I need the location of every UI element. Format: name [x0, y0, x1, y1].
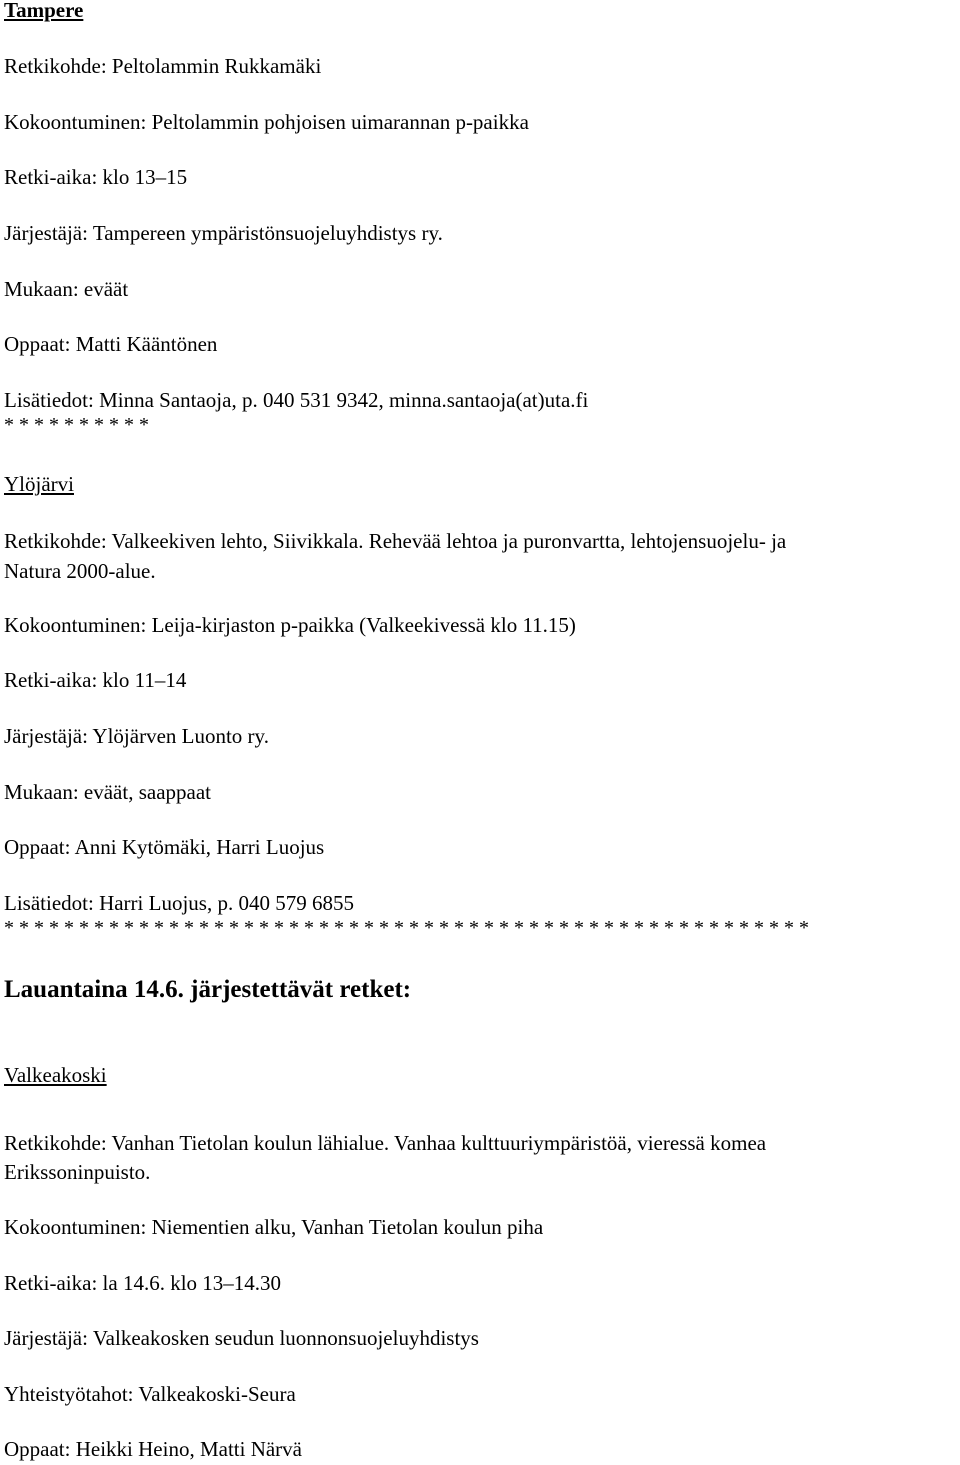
tampere-oppaat: Oppaat: Matti Kääntönen	[4, 332, 218, 356]
ylojarvi-kokoontuminen: Kokoontuminen: Leija-kirjaston p-paikka (Valkeekivessä klo 11.15)	[4, 613, 576, 637]
valkeakoski-retki-aika: Retki-aika: la 14.6. klo 13–14.30	[4, 1271, 282, 1295]
valkeakoski-oppaat: Oppaat: Heikki Heino, Matti Närvä	[4, 1437, 302, 1461]
ylojarvi-oppaat: Oppaat: Anni Kytömäki, Harri Luojus	[4, 835, 325, 859]
tampere-kokoontuminen: Kokoontuminen: Peltolammin pohjoisen uimarannan p-paikka	[4, 110, 529, 134]
separator-long: * * * * * * * * * * * * * * * * * * * * * * * * * * * * * * * * * * * * * * * * * * * * * * * * * * * * * *	[4, 917, 809, 939]
valkeakoski-retkikohde-line1: Retkikohde: Vanhan Tietolan koulun lähialue. Vanhaa kulttuuriympäristöä, vieressä komea	[4, 1131, 767, 1155]
ylojarvi-mukaan: Mukaan: eväät, saappaat	[4, 780, 211, 804]
tampere-mukaan: Mukaan: eväät	[4, 277, 129, 301]
tampere-retki-aika: Retki-aika: klo 13–15	[4, 165, 188, 189]
ylojarvi-retki-aika: Retki-aika: klo 11–14	[4, 668, 187, 692]
ylojarvi-jarjestaja: Järjestäjä: Ylöjärven Luonto ry.	[4, 724, 269, 748]
city-heading-ylojarvi: Ylöjärvi	[4, 472, 74, 496]
separator-short: * * * * * * * * * *	[4, 414, 149, 436]
valkeakoski-yhteistyotahot: Yhteistyötahot: Valkeakoski-Seura	[4, 1382, 296, 1406]
tampere-jarjestaja: Järjestäjä: Tampereen ympäristönsuojeluyhdistys ry.	[4, 221, 443, 245]
ylojarvi-retkikohde-line1: Retkikohde: Valkeekiven lehto, Siivikkala. Rehevää lehtoa ja puronvartta, lehtojensuojelu- ja	[4, 529, 787, 553]
ylojarvi-lisatiedot: Lisätiedot: Harri Luojus, p. 040 579 6855	[4, 891, 354, 915]
tampere-lisatiedot: Lisätiedot: Minna Santaoja, p. 040 531 9342, minna.santaoja(at)uta.fi	[4, 388, 589, 412]
city-heading-tampere: Tampere	[4, 0, 84, 22]
valkeakoski-retkikohde-line2: Erikssoninpuisto.	[4, 1160, 151, 1184]
valkeakoski-kokoontuminen: Kokoontuminen: Niementien alku, Vanhan Tietolan koulun piha	[4, 1215, 544, 1239]
section-title: Lauantaina 14.6. järjestettävät retket:	[4, 976, 412, 1003]
valkeakoski-jarjestaja: Järjestäjä: Valkeakosken seudun luonnonsuojeluyhdistys	[4, 1326, 479, 1350]
ylojarvi-retkikohde-line2: Natura 2000-alue.	[4, 559, 156, 583]
tampere-retkikohde: Retkikohde: Peltolammin Rukkamäki	[4, 54, 322, 78]
city-heading-valkeakoski: Valkeakoski	[4, 1063, 107, 1087]
